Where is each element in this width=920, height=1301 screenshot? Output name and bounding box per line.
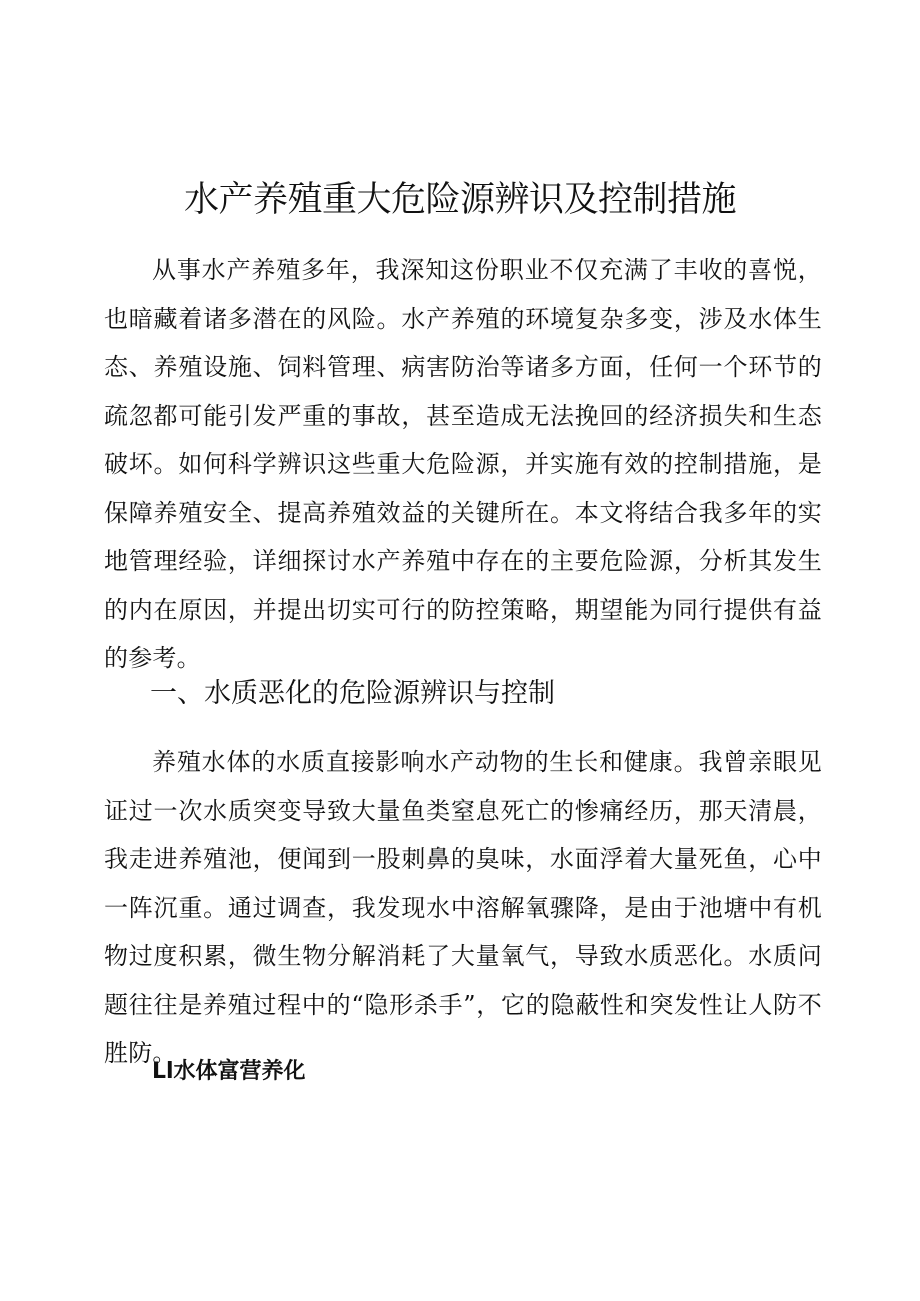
section-paragraph-water-quality: 养殖水体的水质直接影响水产动物的生长和健康。我曾亲眼见证过一次水质突变导致大量鱼类窒息死亡的惨痛经历，那天清晨，我走进养殖池，便闻到一股刺鼻的臭味，水面浮着大量死鱼，心中一阵沉重。通过调查，我发现水中溶解氧骤降，是由于池塘中有机物过度积累，微生物分解消耗了大量氧气，导致水质恶化。水质问题往往是养殖过程中的“隐形杀手”，它的隐蔽性和突发性让人防不胜防。 xyxy=(104,748,822,1067)
intro-paragraph: 从事水产养殖多年，我深知这份职业不仅充满了丰收的喜悦，也暗藏着诸多潜在的风险。水产养殖的环境复杂多变，涉及水体生态、养殖设施、饲料管理、病害防治等诸多方面，任何一个环节的疏忽都可能引发严重的事故，甚至造成无法挽回的经济损失和生态破坏。如何科学辨识这些重大危险源，并实施有效的控制措施，是保障养殖安全、提高养殖效益的关键所在。本文将结合我多年的实地管理经验，详细探讨水产养殖中存在的主要危险源，分析其发生的内在原因，并提出切实可行的防控策略，期望能为同行提供有益的参考。 xyxy=(104,256,822,672)
subsection-heading-eutrophication: Ll水体富营养化 xyxy=(152,1059,306,1084)
document-title: 水产养殖重大危险源辨识及控制措施 xyxy=(183,180,736,220)
section-heading-water-quality: 一、水质恶化的危险源辨识与控制 xyxy=(150,678,555,709)
